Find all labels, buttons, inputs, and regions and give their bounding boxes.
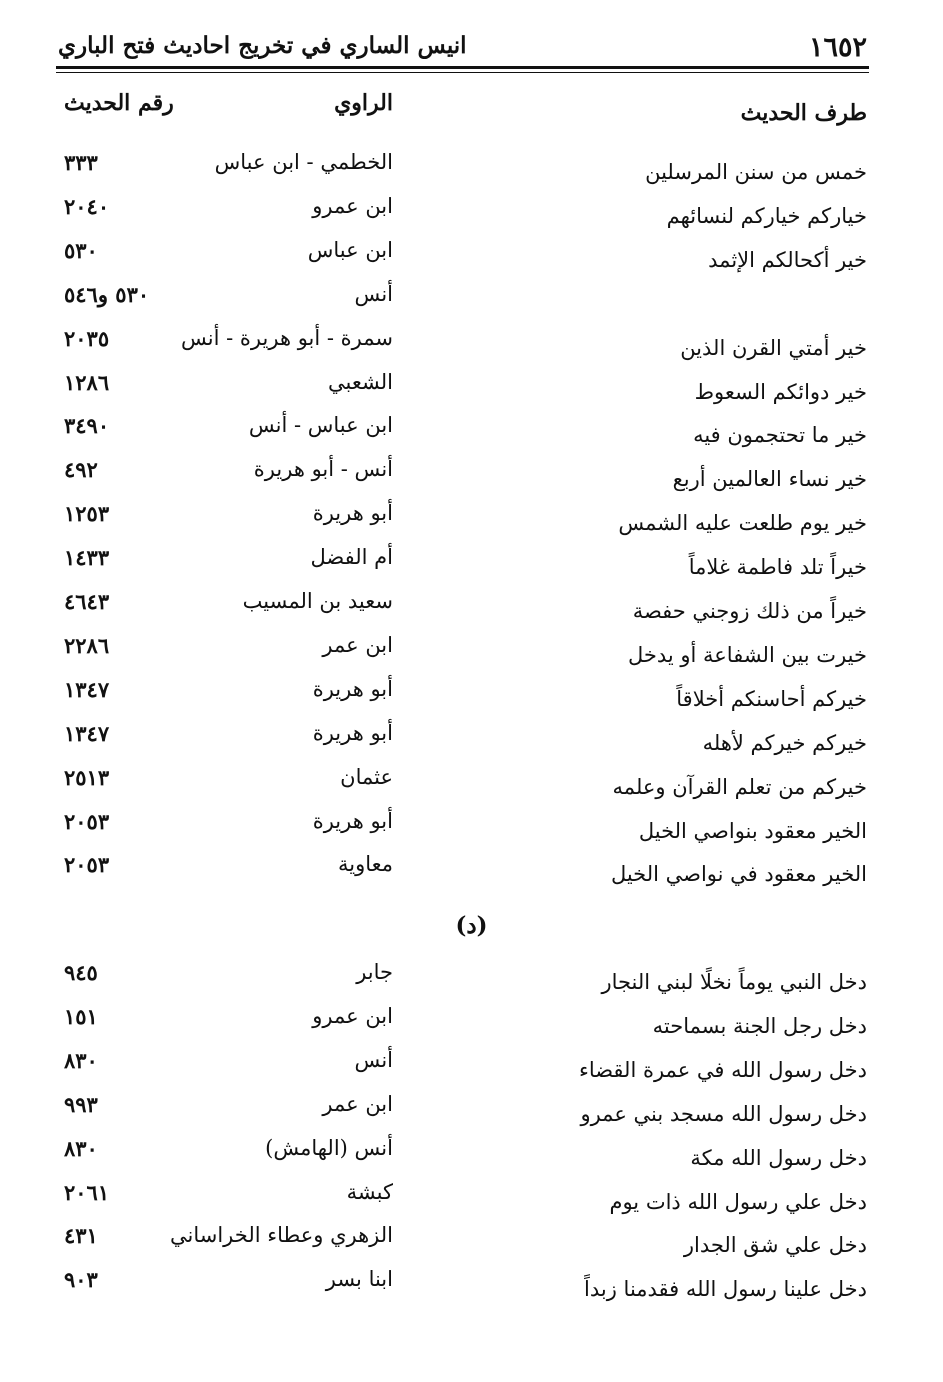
page-number: ١٦٥٢ (808, 32, 867, 63)
hadith-number: ٢٢٨٦ (64, 632, 110, 658)
hadith-text: خمس من سنن المرسلين (645, 160, 867, 184)
hadith-text: خياركم خياركم لنسائهم (666, 203, 867, 228)
hadith-number: ٢٠٥٣ (64, 852, 110, 878)
table-row (0, 589, 943, 629)
table-row (0, 960, 943, 1000)
hadith-number: ٨٣٠ (64, 1135, 98, 1161)
narrator: الزهري وعطاء الخراساني (170, 1223, 393, 1248)
hadith-number: ٢٥١٣ (64, 764, 110, 790)
table-row (0, 1180, 943, 1220)
narrator: أبو هريرة (312, 501, 393, 526)
table-row (0, 501, 943, 541)
hadith-text: خيركم أحاسنكم أخلاقاً (676, 686, 867, 711)
section-letter: (د) (455, 912, 488, 939)
narrator: أنس - أبو هريرة (253, 457, 393, 482)
hadith-text: خيركم من تعلم القرآن وعلمه (612, 774, 867, 799)
narrator: أنس (الهامش) (265, 1135, 393, 1160)
narrator: ابن عباس - أنس (248, 413, 393, 438)
table-row (0, 1223, 943, 1263)
hadith-number: ٣٣٣ (64, 150, 98, 175)
narrator: أنس (354, 281, 393, 306)
hadith-text: الخير معقود بنواصي الخيل (638, 818, 867, 843)
table-row (0, 194, 943, 234)
hadith-number: ١٢٨٦ (64, 369, 110, 395)
hadith-text: خير يوم طلعت عليه الشمس (618, 511, 867, 536)
narrator: أبو هريرة (312, 720, 393, 745)
column-headers (0, 90, 943, 130)
table-row (0, 545, 943, 585)
column-header-number: رقم الحديث (64, 90, 174, 116)
narrator: الشعبي (328, 369, 393, 394)
table-row (0, 457, 943, 497)
hadith-number: ١٢٥٣ (64, 501, 110, 527)
hadith-number: ٥٣٠ و٥٤٦ (64, 281, 150, 307)
table-row (0, 1136, 943, 1176)
hadith-number: ٩٩٣ (64, 1091, 98, 1117)
table-row (0, 852, 943, 892)
hadith-text: دخل علي شق الجدار (683, 1233, 867, 1258)
table-row (0, 238, 943, 278)
hadith-text: خير ما تحتجمون فيه (693, 423, 867, 448)
narrator: أبو هريرة (312, 676, 393, 701)
hadith-text: الخير معقود في نواصي الخيل (610, 862, 867, 887)
hadith-number: ٢٠٣٥ (64, 325, 110, 351)
table-row (0, 282, 943, 322)
narrator: معاوية (337, 852, 393, 877)
hadith-text: دخل رسول الله مسجد بني عمرو (580, 1101, 867, 1126)
hadith-text: دخل علي رسول الله ذات يوم (609, 1189, 867, 1214)
narrator: سمرة - أبو هريرة - أنس (181, 325, 393, 350)
hadith-number: ١٤٣٣ (64, 545, 110, 571)
hadith-number: ٥٣٠ (64, 237, 98, 263)
narrator: أبو هريرة (312, 808, 393, 833)
hadith-text: خير دوائكم السعوط (694, 379, 867, 404)
table-row (0, 326, 943, 366)
narrator: أم الفضل (310, 545, 393, 570)
hadith-number: ١٣٤٧ (64, 676, 110, 702)
hadith-text: خير أكحالكم الإثمد (708, 247, 867, 272)
hadith-number: ٤٣١ (64, 1223, 98, 1249)
hadith-number: ٩٤٥ (64, 960, 98, 985)
hadith-number: ٤٦٤٣ (64, 589, 110, 614)
hadith-text: خيراً من ذلك زوجني حفصة (632, 599, 867, 623)
narrator: ابن عمرو (312, 1003, 393, 1028)
table-row (0, 1004, 943, 1044)
hadith-text: دخل رسول الله في عمرة القضاء (578, 1057, 867, 1082)
narrator: الخطمي - ابن عباس (214, 150, 393, 174)
hadith-text: خير نساء العالمين أربع (672, 467, 867, 492)
hadith-number: ٣٤٩٠ (64, 413, 110, 439)
table-row (0, 1048, 943, 1088)
hadith-number: ٩٠٣ (64, 1267, 98, 1293)
hadith-text: دخل رجل الجنة بسماحته (652, 1013, 867, 1038)
narrator: جابر (356, 960, 393, 984)
narrator: سعيد بن المسيب (242, 589, 393, 613)
table-row (0, 150, 943, 190)
hadith-text: خير أمتي القرن الذين (680, 335, 867, 360)
narrator: أنس (354, 1047, 393, 1072)
narrator: كبشة (346, 1179, 393, 1204)
book-title: انيس الساري في تخريج احاديث فتح الباري (58, 32, 467, 59)
narrator: ابن عباس (307, 237, 393, 262)
hadith-text: خيراً تلد فاطمة غلاماً (688, 555, 867, 580)
hadith-text: دخل رسول الله مكة (690, 1145, 867, 1170)
hadith-number: ١٥١ (64, 1003, 98, 1029)
hadith-number: ٤٩٢ (64, 457, 98, 483)
column-header-text: طرف الحديث (740, 100, 867, 126)
table-row (0, 633, 943, 673)
page-header (58, 26, 867, 66)
hadith-text: خيركم خيركم لأهله (702, 730, 867, 755)
narrator: ابن عمر (322, 1091, 393, 1116)
table-row (0, 370, 943, 410)
column-header-narrator: الراوي (334, 90, 393, 116)
table-row (0, 1267, 943, 1307)
hadith-text: دخل النبي يوماً نخلًا لبني النجار (601, 970, 867, 994)
table-row (0, 721, 943, 761)
narrator: ابن عمرو (312, 193, 393, 218)
table-row (0, 413, 943, 453)
hadith-number: ٢٠٤٠ (64, 193, 110, 219)
narrator: ابن عمر (322, 632, 393, 657)
header-rule-thin (56, 72, 869, 73)
table-row (0, 765, 943, 805)
hadith-number: ١٣٤٧ (64, 720, 110, 746)
hadith-number: ٨٣٠ (64, 1047, 98, 1073)
narrator: عثمان (340, 764, 393, 789)
hadith-number: ٢٠٦١ (64, 1179, 110, 1205)
hadith-text: دخل علينا رسول الله فقدمنا زبداً (584, 1277, 867, 1302)
narrator: ابنا بسر (325, 1267, 393, 1292)
table-row (0, 1092, 943, 1132)
table-row (0, 809, 943, 849)
header-rule-thick (56, 66, 869, 69)
hadith-text: خيرت بين الشفاعة أو يدخل (627, 642, 867, 667)
table-row (0, 677, 943, 717)
hadith-number: ٢٠٥٣ (64, 808, 110, 834)
